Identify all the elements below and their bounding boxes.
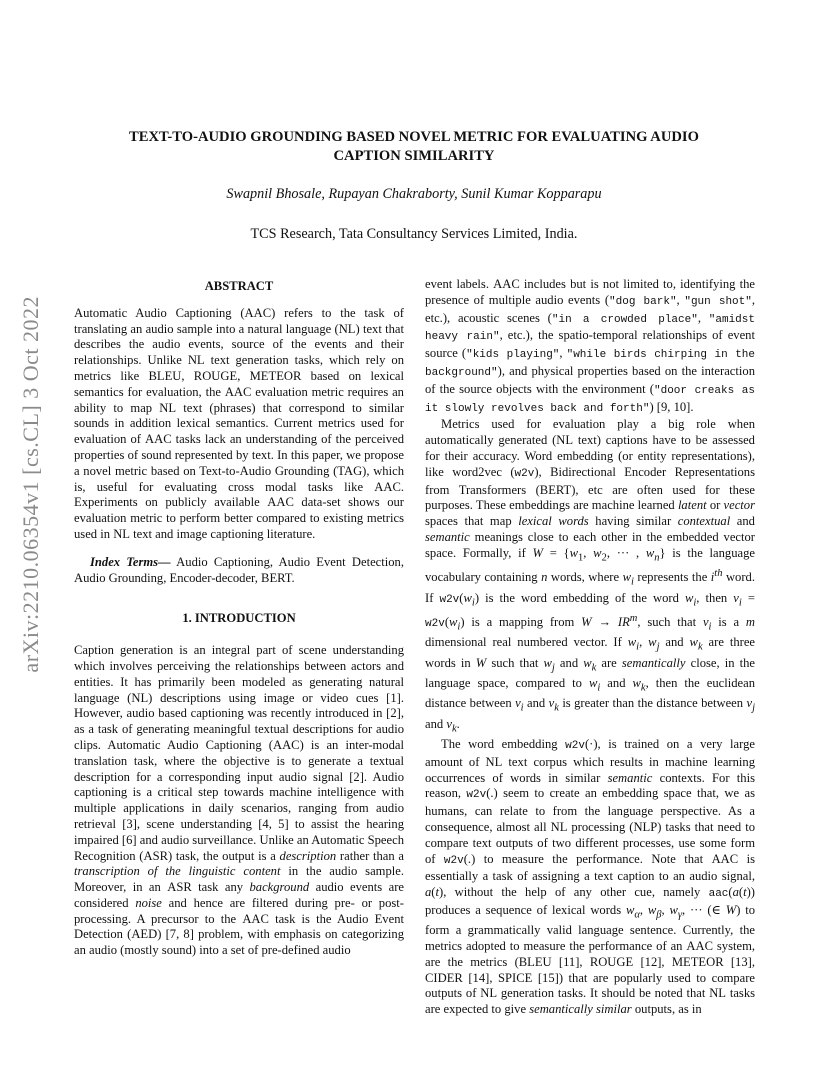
intro-paragraph-3: The word embedding w2v(·), is trained on a very large amount of NL text corpus which results in machine learning occurrences of words in similar semantic contexts. For this reason, w2v(.) seem to create an embedding space that, we as humans, can relate to from the language perspective. As a consequence, almost all NL processing (NLP) tasks that need to compare text outputs of two different processes, use some form of w2v(.) to measure the performance. Note that AAC is essentially a task of assigning a text caption to an audio signal, a(t), without the help of any other cue, namely aac(a(t)) produces a sequence of lexical words $w_\alpha$, $w_\beta$, $w_\gamma$, ··· (∈ W) to form a grammatically valid language sentence. Currently, the metrics adopted to measure the performance of an AAC system, are the metrics (BLEU [11], ROUGE [12], METEOR [13], CIDER [14], SPICE [15]) that are popularly used to compare outputs of NL generation tasks. It should be noted that NL tasks are expected to give semantically similar outputs, as in <box>425 736 756 1017</box>
intro-paragraph-2: Metrics used for evaluation play a big role when automatically generated (NL text) captions have to be assessed for their accuracy. Word embedding (or entity representations), like word2vec (w2v), Bidirectional Encoder Representations from Transformers (BERT), etc are often used for these purposes. These embeddings are machine learned latent or vector spaces that map lexical words having similar contextual and semantic meanings close to each other in the embedded vector space. Formally, if $W = \{w_1$, $w_2$, ··· , $w_n$} is the language vocabulary containing n words, where $w_i$ represents the $i^{th}$ word. If $w2v(w_i)$ is the word embedding of the word $w_i$, then $v_i = w2v(w_i)$ is a mapping from $W \to IR^m$, such that $v_i$ is a m dimensional real numbered vector. If $w_i$, $w_j$ and $w_k$ are three words in W such that $w_j$ and $w_k$ are semantically close, in the language space, compared to $w_i$ and $w_k$, then the euclidean distance between $v_i$ and $v_k$ is greater than the distance between $v_j$ and $v_k$. <box>425 417 756 735</box>
title-line-1: TEXT-TO-AUDIO GROUNDING BASED NOVEL METRIC FOR EVALUATING AUDIO <box>129 129 699 145</box>
index-terms-label: Index Terms— <box>90 554 171 569</box>
intro-paragraph-1-continued: event labels. AAC includes but is not limited to, identifying the presence of multiple audio events ("dog bark", "gun shot", etc.), acoustic scenes ("in a crowded place", "amidst heavy rain", etc.), the spatio-temporal relationships of event source ("kids playing", "while birds chirping in the background"), and physical properties based on the interaction of the source objects with the environment ("door creaks as it slowly revolves back and forth") [9, 10]. <box>425 277 756 415</box>
index-terms <box>74 555 404 587</box>
intro-paragraph-1: Caption generation is an integral part of scene understanding which involves perceiving the relationships between actors and entities. It has primarily been modeled as generating natural language (NL) descriptions using image or video cues [1]. However, audio based captioning was recently introduced in [2], as a task of generating meaningful textual descriptions for audio clips. Automatic Audio Captioning (AAC) is an inter-modal translation task, where the objective is to generate a textual description for a corresponding input audio signal [2]. Audio captioning is a critical step towards machine intelligence with multiple applications in daily scenarios, ranging from audio retrieval [3], scene understanding [4, 5] to assist the hearing impaired [6] and audio surveillance. Unlike an Automatic Speech Recognition (ASR) task, the output is a description rather than a transcription of the linguistic content in the audio sample. Moreover, in an ASR task any background audio events are considered noise and hence are filtered during pre- or post-processing. A precursor to the AAC task is the Audio Event Detection (AED) [7, 8] problem, with emphasis on categorizing an audio (mostly sound) into a set of pre-defined audio <box>74 643 404 958</box>
right-column <box>425 277 755 1018</box>
title-line-2: CAPTION SIMILARITY <box>333 148 495 164</box>
left-column <box>74 279 404 959</box>
paper-title <box>90 128 738 166</box>
introduction-heading: 1. INTRODUCTION <box>182 611 296 626</box>
author-list: Swapnil Bhosale, Rupayan Chakraborty, Sunil Kumar Kopparapu <box>226 186 602 202</box>
affiliation: TCS Research, Tata Consultancy Services Limited, India. <box>250 226 578 242</box>
abstract-heading: ABSTRACT <box>204 279 274 293</box>
arxiv-side-identifier: arXiv:2210.06354v1 [cs.CL] 3 Oct 2022 <box>18 296 43 673</box>
abstract-paragraph: Automatic Audio Captioning (AAC) refers to the task of translating an audio sample into a natural language (NL) text that describes the audio events, source of the events and their relationships. Unlike NL text generation tasks, which rely on metrics like BLEU, ROUGE, METEOR based on lexical semantics for evaluation, the AAC evaluation metric requires an ability to map NL text (phrases) that correspond to similar sounds in addition lexical semantics. Current metrics used for evaluation of AAC tasks lack an understanding of the perceived properties of sound represented by text. In this paper, we propose a novel metric based on Text-to-Audio Grounding (TAG), which is, useful for evaluating cross modal tasks like AAC. Experiments on publicly available AAC data-set shows our evaluation metric to perform better compared to existing metrics used in NL text and image captioning literature. <box>74 305 405 541</box>
index-terms-text: Audio Captioning, Audio Event Detection, Audio Grounding, Encoder-decoder, BERT. <box>74 554 404 585</box>
